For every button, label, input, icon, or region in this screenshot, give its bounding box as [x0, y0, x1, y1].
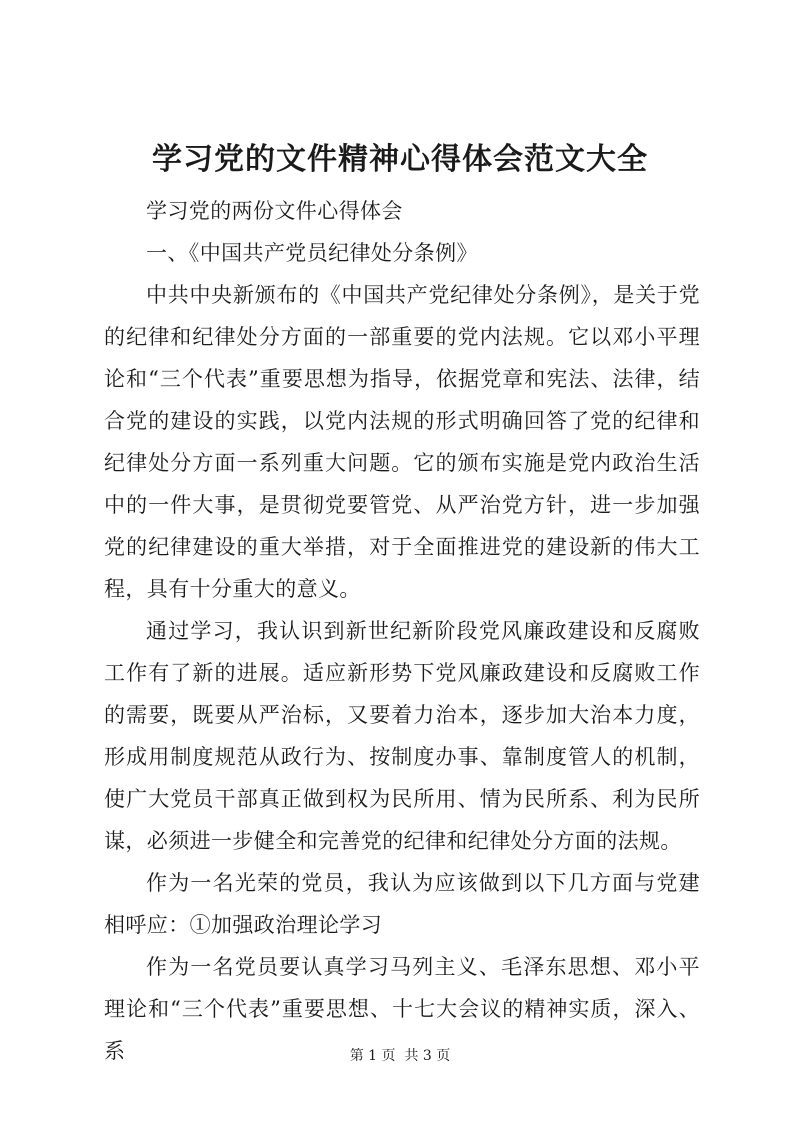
body-paragraph: 学习党的两份文件心得体会: [146, 199, 403, 223]
body-paragraph: 通过学习，我认识到新世纪新阶段党风廉政建设和反腐败工作有了新的进展。适应新形势下党风廉政建设和反腐败工作的需要，既要从严治标，又要着力治本，逐步加大治本力度，形成用制度规范从政行为、按制度办事、靠制度管人的机制，使广大党员干部真正做到权为民所用、情为民所系、利为民所谋，必须进一步健全和完善党的纪律和纪律处分方面的法规。: [104, 619, 700, 853]
body-paragraph: 作为一名光荣的党员，我认为应该做到以下几方面与党建相呼应：①加强政治理论学习: [104, 871, 700, 937]
page-footer: [0, 1046, 800, 1066]
page-number: 第 1 页 共 3 页: [349, 1048, 451, 1064]
body-paragraph: 作为一名党员要认真学习马列主义、毛泽东思想、邓小平理论和“三个代表”重要思想、十七大会议的精神实质，深入、系: [104, 955, 700, 1063]
document-body: [104, 190, 700, 1072]
document-title: 学习党的文件精神心得体会范文大全: [152, 142, 648, 177]
body-paragraph: 中共中央新颁布的《中国共产党纪律处分条例》，是关于党的纪律和纪律处分方面的一部重要的党内法规。它以邓小平理论和“三个代表”重要思想为指导，依据党章和宪法、法律，结合党的建设的实践，以党内法规的形式明确回答了党的纪律和纪律处分方面一系列重大问题。它的颁布实施是党内政治生活中的一件大事，是贯彻党要管党、从严治党方针，进一步加强党的纪律建设的重大举措，对于全面推进党的建设新的伟大工程，具有十分重大的意义。: [104, 283, 700, 601]
body-paragraph: 一、《中国共产党员纪律处分条例》: [146, 241, 478, 265]
